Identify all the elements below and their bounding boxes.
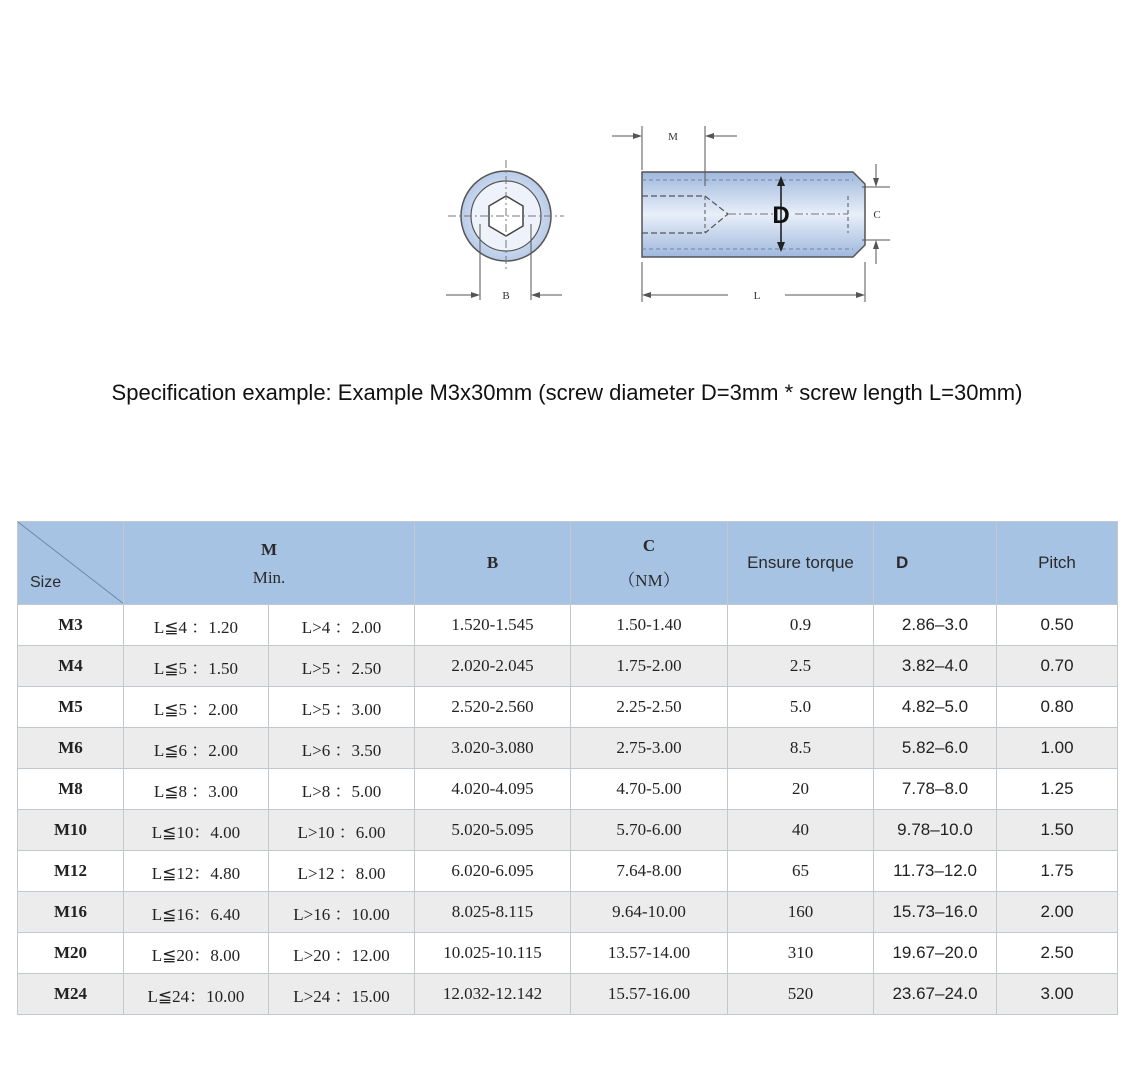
cell-c: 2.75-3.00	[571, 728, 728, 769]
cell-b: 2.520-2.560	[415, 687, 571, 728]
cell-torque: 65	[728, 851, 874, 892]
table-row	[18, 851, 1118, 892]
cell-m-long: L>24 ：15.00	[269, 974, 415, 1015]
cell-c: 1.50-1.40	[571, 605, 728, 646]
cell-b: 6.020-6.095	[415, 851, 571, 892]
cell-m-short: L≦24：10.00	[124, 974, 269, 1015]
header-torque: Ensure torque	[728, 522, 874, 605]
cell-d: 2.86–3.0	[874, 605, 997, 646]
cell-m-long: L>20 ：12.00	[269, 933, 415, 974]
end-view	[446, 160, 564, 302]
cell-m-long: L>5 ：3.00	[269, 687, 415, 728]
header-m-sub: Min.	[252, 568, 286, 587]
cell-pitch: 0.50	[997, 605, 1118, 646]
table-row	[18, 687, 1118, 728]
cell-torque: 520	[728, 974, 874, 1015]
header-pitch: Pitch	[997, 522, 1118, 605]
specification-caption: Specification example: Example M3x30mm (screw diameter D=3mm * screw length L=30mm)	[111, 380, 1023, 405]
cell-size: M20	[18, 933, 124, 974]
cell-b: 2.020-2.045	[415, 646, 571, 687]
cell-pitch: 1.25	[997, 769, 1118, 810]
cell-size: M4	[18, 646, 124, 687]
cell-c: 13.57-14.00	[571, 933, 728, 974]
cell-b: 8.025-8.115	[415, 892, 571, 933]
spec-table	[17, 521, 1118, 1015]
header-d: D	[874, 522, 997, 605]
cell-b: 12.032-12.142	[415, 974, 571, 1015]
cell-b: 10.025-10.115	[415, 933, 571, 974]
cell-c: 4.70-5.00	[571, 769, 728, 810]
cell-c: 1.75-2.00	[571, 646, 728, 687]
cell-m-long: L>4 ：2.00	[269, 605, 415, 646]
cell-torque: 40	[728, 810, 874, 851]
cell-d: 11.73–12.0	[874, 851, 997, 892]
cell-torque: 0.9	[728, 605, 874, 646]
cell-d: 15.73–16.0	[874, 892, 997, 933]
cell-c: 2.25-2.50	[571, 687, 728, 728]
table-row	[18, 646, 1118, 687]
cell-d: 9.78–10.0	[874, 810, 997, 851]
cell-b: 3.020-3.080	[415, 728, 571, 769]
label-c: C	[873, 209, 881, 221]
cell-m-long: L>16 ：10.00	[269, 892, 415, 933]
cell-size: M12	[18, 851, 124, 892]
cell-size: M16	[18, 892, 124, 933]
label-l: L	[753, 290, 761, 302]
cell-torque: 5.0	[728, 687, 874, 728]
cell-pitch: 0.80	[997, 687, 1118, 728]
cell-b: 1.520-1.545	[415, 605, 571, 646]
header-size	[18, 522, 124, 605]
header-c	[571, 522, 728, 605]
cell-d: 5.82–6.0	[874, 728, 997, 769]
table-header-row	[18, 522, 1118, 605]
header-m	[124, 522, 415, 605]
table-row	[18, 892, 1118, 933]
cell-pitch: 2.50	[997, 933, 1118, 974]
cell-m-short: L≦5 ：1.50	[124, 646, 269, 687]
cell-m-short: L≦10：4.00	[124, 810, 269, 851]
cell-pitch: 0.70	[997, 646, 1118, 687]
label-d: D	[772, 202, 790, 229]
cell-size: M6	[18, 728, 124, 769]
cell-b: 4.020-4.095	[415, 769, 571, 810]
cell-size: M24	[18, 974, 124, 1015]
cell-m-long: L>8 ：5.00	[269, 769, 415, 810]
cell-d: 4.82–5.0	[874, 687, 997, 728]
cell-torque: 20	[728, 769, 874, 810]
cell-m-long: L>10 ：6.00	[269, 810, 415, 851]
cell-m-long: L>12 ：8.00	[269, 851, 415, 892]
table-body	[18, 605, 1118, 1015]
side-view	[612, 126, 890, 302]
cell-d: 3.82–4.0	[874, 646, 997, 687]
cell-d: 19.67–20.0	[874, 933, 997, 974]
cell-c: 9.64-10.00	[571, 892, 728, 933]
cell-m-short: L≦6 ：2.00	[124, 728, 269, 769]
cell-pitch: 1.75	[997, 851, 1118, 892]
table-row	[18, 605, 1118, 646]
cell-size: M8	[18, 769, 124, 810]
cell-pitch: 2.00	[997, 892, 1118, 933]
header-c-sub: （NM）	[618, 570, 680, 590]
label-b: B	[502, 290, 510, 302]
cell-m-short: L≦12：4.80	[124, 851, 269, 892]
header-c-label: C	[642, 535, 656, 555]
table-row	[18, 810, 1118, 851]
cell-torque: 310	[728, 933, 874, 974]
cell-m-short: L≦16：6.40	[124, 892, 269, 933]
cell-b: 5.020-5.095	[415, 810, 571, 851]
screw-diagram	[0, 0, 1134, 360]
cell-torque: 2.5	[728, 646, 874, 687]
cell-m-short: L≦5 ：2.00	[124, 687, 269, 728]
cell-d: 23.67–24.0	[874, 974, 997, 1015]
header-m-label: M	[260, 540, 278, 559]
table-row	[18, 769, 1118, 810]
cell-pitch: 1.00	[997, 728, 1118, 769]
cell-torque: 8.5	[728, 728, 874, 769]
cell-m-short: L≦8 ：3.00	[124, 769, 269, 810]
cell-size: M10	[18, 810, 124, 851]
label-m: M	[668, 131, 678, 143]
header-size-label: Size	[30, 574, 62, 591]
table-row	[18, 933, 1118, 974]
cell-c: 15.57-16.00	[571, 974, 728, 1015]
cell-pitch: 1.50	[997, 810, 1118, 851]
table-row	[18, 974, 1118, 1015]
cell-c: 7.64-8.00	[571, 851, 728, 892]
cell-m-long: L>6 ：3.50	[269, 728, 415, 769]
cell-torque: 160	[728, 892, 874, 933]
cell-d: 7.78–8.0	[874, 769, 997, 810]
header-b: B	[415, 522, 571, 605]
cell-size: M5	[18, 687, 124, 728]
table-row	[18, 728, 1118, 769]
cell-c: 5.70-6.00	[571, 810, 728, 851]
cell-m-long: L>5 ：2.50	[269, 646, 415, 687]
cell-pitch: 3.00	[997, 974, 1118, 1015]
cell-m-short: L≦20：8.00	[124, 933, 269, 974]
cell-m-short: L≦4 ：1.20	[124, 605, 269, 646]
cell-size: M3	[18, 605, 124, 646]
